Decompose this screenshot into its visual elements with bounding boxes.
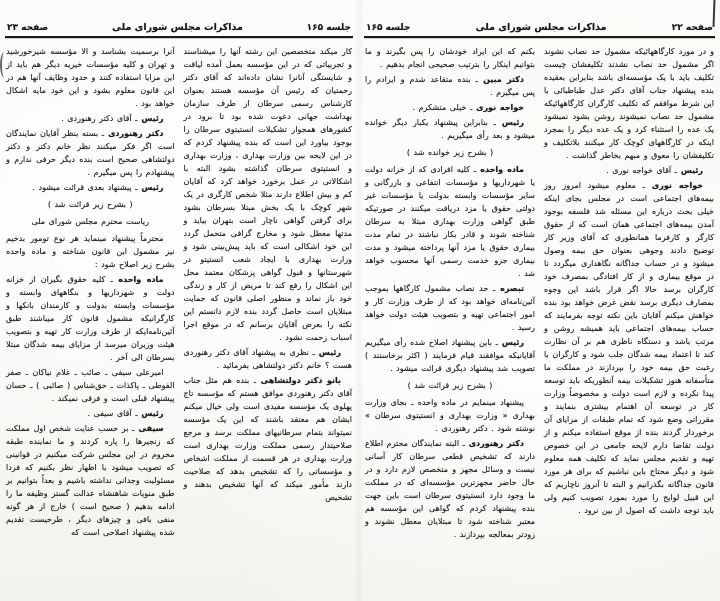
page-number: صفحه ۲۲ xyxy=(671,23,713,33)
speaker-paragraph: دکتر رهنوردی ـ البته نمایندگان محترم اطلاع دارند که تشخیص قطعی سرطان کار آسانی نیست و وسائل مجهز و متخصص لازم دارد و در حال حاضر مجهزترین مؤسسه‌ای که در مملکت ما وجود دارد انستیتوی سرطان است باین جهت بنده پیشنهاد کردم که گواهی این مؤسسه هم معتبر شناخته شود تا مبتلایان معطل نشوند و زودتر بمعالجه بپردازند . xyxy=(365,439,535,539)
speaker-paragraph: خواجه نوری ـ خیلی متشکرم . xyxy=(412,103,524,112)
text-column xyxy=(184,45,353,585)
stage-direction: ( بشرح زیر قرائت شد ) xyxy=(47,200,133,209)
paragraph: محترماً پیشنهاد مینماید هر نوع تومور بدخیم نیز مشمول این قانون شناخته و ماده واحده بشرح زیر اصلاح شود : xyxy=(6,234,175,269)
speaker-paragraph: دکتر رهنوردی ـ بسته بنظر آقایان نمایندگان است اگر فکر میکنند نظر خانم دکتر و دکتر دولتشاهی صحیح است بنده دیگر حرفی ندارم و پیشنهادم را پس میگیرم . xyxy=(6,129,175,177)
header-rule xyxy=(364,36,715,38)
speaker-name: خواجه نوری xyxy=(644,181,703,190)
speaker-paragraph: رئیس ـ آقای دکتر رهنوردی . xyxy=(61,114,164,123)
text-column xyxy=(6,45,175,585)
page-number: صفحه ۲۳ xyxy=(7,23,49,33)
speaker-paragraph: دکتر مبین ـ بنده متقاعد شدم و ایرادم را پس میگیرم . xyxy=(365,75,535,97)
speaker-name: بانو دکتر دولتشاهی xyxy=(256,376,341,385)
speaker-paragraph: رئیس ـ بنابراین پیشنهاد یکبار دیگر خوانده میشود و بعد رأی میگیریم . xyxy=(365,118,535,140)
page-header-title: مذاکرات مجلس شورای ملی xyxy=(475,22,607,33)
text-columns xyxy=(363,45,716,585)
page-header xyxy=(363,22,716,36)
speaker-name: رئیس xyxy=(495,118,524,127)
speaker-paragraph: ماده واحده ـ کلیه افرادی که از خزانه دولت یا شهرداریها و مؤسسات انتفاعی و بازرگانی و سایر مؤسسات وابسته بدولت یا مؤسسات غیر دولتی حقوق یا مزد دریافت میکنند در صورتیکه طبق گواهی وزارت بهداری مبتلا به سرطان شناخته شوند و قادر بکار نباشند در تمام مدت بیماری حقوق یا مزد آنها پرداخته میشود و مدت بیماری جزو خدمت رسمی آنها محسوب خواهد شد . xyxy=(365,165,535,278)
speaker-name: دکتر رهنوردی xyxy=(104,129,164,138)
speaker-name: سیفی xyxy=(134,424,164,433)
speaker-paragraph: ماده واحده ـ کلیه حقوق بگیران از خزانه دولت و شهرداریها و بنگاههای وابسته و مؤسسات وابسته بدولت و کارمندان بانکها و کارگرانیکه مشمول قانون کار میباشند طبق آئین‌نامه‌ایکه از طرف وزارت کار تهیه و بتصویب هیئت وزیران میرسد از مزایای بیمه شدگان مبتلا بسرطان الی آخر . xyxy=(6,275,175,362)
speaker-name: رئیس xyxy=(497,338,525,347)
speaker-paragraph: رئیس ـ آقای سیفی . xyxy=(87,409,164,418)
page-right xyxy=(363,22,716,596)
speaker-name: رئیس xyxy=(137,409,164,418)
speaker-paragraph: رئیس ـ پیشنهاد بعدی قرائت میشود . xyxy=(32,183,164,192)
stage-direction: ( بشرح زیر خوانده شد ) xyxy=(406,148,494,157)
stage-direction: ( بشرح زیر قرائت شد ) xyxy=(407,381,493,390)
header-rule xyxy=(5,36,353,38)
speaker-name: رئیس xyxy=(137,114,164,123)
speaker-paragraph: سیفی ـ بر حسب عنایت شخص اول مملکت که زنجیرها را پاره کردند و ما نماینده طبقه محروم در این مجلس شرکت میکنیم در قوانینی که تصویب میشود با اظهار نظر بکنیم که فردا مسئولیت وجدانی نداشته باشیم و بعداً بتوانیم بر طبق منویات شاهنشاه عدالت گستر وظیفه ما را ادامه بدهیم ( صحیح است ) خارج از هر گونه منفی بافی و چیزهای دیگر ، طرحیست تقدیم شده پیشنهاد اصلاحی است که xyxy=(6,424,175,537)
text-columns xyxy=(4,45,354,585)
speaker-paragraph: رئیس ـ باین پیشنهاد اصلاح شده رأی میگیریم آقایانیکه موافقند قیام فرمایند ( اکثر برخاستند ) تصویب شد پیشنهاد دیگری قرائت میشود . xyxy=(365,338,535,373)
speaker-name: رئیس xyxy=(137,183,164,192)
paragraph: آنرا برسمیت بشناسد و الا مؤسسه شیرخورشید و تهران و کلیه مؤسسات خیریه دیگر هم باید از این مزایا استفاده کنند و حدود وظایف آنها هم در این قانون معلوم بشود و این خود مایه اشکال خواهد بود . xyxy=(6,47,175,108)
speaker-name: خواجه نوری xyxy=(472,103,524,112)
speaker-paragraph: رئیس ـ آقای خواجه نوری . xyxy=(606,166,703,175)
paragraph: و در مورد کارگاههائیکه مشمول حد نصاب نشوند اگر مشمول حد نصاب نشدند تکلیفشان چیست تکلیف باید با یک مؤسسه‌ای باشد بنابراین بعقیده بنده پیشنهاد جناب آقای دکتر عدل طباطبائی با این شرط موافقم که تکلیف کارگران کارگاههائیکه مشمول حد نصاب نمیشوند روشن بشود نمیشود یک عده را استثناء کرد و یک عده دیگر را بمجرد اینکه در کارگاههای کوچک کار میکنند بلاتکلیف و تکلیفشان را معوق و مبهم بخاطر گذاشت . xyxy=(544,47,714,160)
stage-direction: ریاست محترم مجلس شورای ملی xyxy=(31,217,150,226)
session-number: جلسه ۱۶۵ xyxy=(366,23,411,33)
text-column xyxy=(544,45,714,585)
session-number: جلسه ۱۶۵ xyxy=(306,23,351,33)
speaker-paragraph: خواجه نوری ـ معلوم میشود امروز روز بیمه‌های اجتماعی است در مجلس بجای اینکه خیلی بحث درباره این مسئله شد فلسفه بوجود آمدن بیمه‌های اجتماعی همان است که از حقوق کارگر و کارفرما همانطوری که آقای وزیر کار توضیح دادند وجوهی بعنوان حق بیمه وصول میشود و در حساب جداگانه نگاهداری میگردد تا در موقع بیماری و از کار افتادگی بمصرف خود کارگران برسد حالا اگر قرار باشد این وجوه بمصارف دیگری برسد نقض غرض خواهد بود بنده خواهش میکنم آقایان باین نکته توجه بفرمایند که حساب بیمه‌های اجتماعی باید همیشه روشن و مرتب باشد و دستگاه ناظری هم بر آن نظارت کند تا اعتماد بیمه شدگان جلب شود و کارگران با رغبت حق بیمه خود را بپردازند در مملکت ما متأسفانه هنوز تشکیلات بیمه آنطوریکه باید توسعه پیدا نکرده و لازم است دولت و مخصوصاً وزارت کار در توسعه آن اهتمام بیشتری بنمایند و مقرراتی وضع شود که تمام طبقات از مزایای آن برخوردار گردند بنده از موقع استفاده میکنم و از دولت تقاضا دارم لایحه جامعی در این خصوص تهیه و تقدیم مجلس نماید که تکلیف همه معلوم شود و دیگر محتاج باین نباشیم که برای هر مورد قانون جداگانه بگذرانیم و البته تا آنروز ناچاریم که این قبیل لوایح را مورد بمورد تصویب کنیم ولی باید توجه داشت که اصول از بین نرود . xyxy=(544,181,714,515)
speaker-paragraph: رئیس ـ نظری به پیشنهاد آقای دکتر رهنوردی هست ؟ خانم دکتر دولتشاهی بفرمائید . xyxy=(183,348,352,370)
speaker-name: دکتر رهنوردی xyxy=(464,439,524,448)
paragraph: بکنم که این ایراد خودشان را پس بگیرند و ما بتوانیم اینکار را بترتیب صحیحی انجام بدهیم . xyxy=(365,47,535,69)
speaker-paragraph: تبصره ـ حد نصاب مشمول کارگاهها بموجب آئین‌نامه‌ای خواهد بود که از طرف وزارت کار و امور اجتماعی تهیه و بتصویب هیئت دولت خواهد رسید . xyxy=(365,284,535,332)
speaker-name: ماده واحده xyxy=(112,275,164,284)
page-header-title: مذاکرات مجلس شورای ملی xyxy=(111,22,243,33)
speaker-name: رئیس xyxy=(677,166,703,175)
speaker-name: ماده واحده xyxy=(476,165,524,174)
page-left xyxy=(4,22,354,596)
speaker-name: تبصره xyxy=(495,284,525,293)
paragraph: پیشنهاد مینمایم در ماده واحده ـ بجای وزارت بهداری « وزارت بهداری و انستیتوی سرطان » نوشته شود . دکتر رهنوردی . xyxy=(365,398,535,433)
text-column xyxy=(365,45,535,585)
page-header xyxy=(4,22,354,36)
speaker-paragraph: بانو دکتر دولتشاهی ـ بنده هم مثل جناب آقای دکتر رهنوردی موافق هستم که مؤسسه تاج پهلوی یک مؤسسه مفیدی است ولی خیال میکنم ایشان هم معتقد باشند که این یک مؤسسه نمیتواند بتمام سرطانیهای مملکت برسد و مرجع صلاحیتدار رسمی مملکت وزارت بهداری است وزارت بهداری در هر قسمت از مملکت اشخاص و مؤسساتی را که تشخیص بدهد که صلاحیت دارند مأمور میکند که آنها تشخیص بدهند و تشخیص xyxy=(183,376,352,502)
speaker-name: دکتر مبین xyxy=(477,75,524,84)
paragraph: امیرعلی سیفی ـ صائب ـ غلام نیاکان ـ صفر الفوطی ـ پاکذات ـ حق‌شناس ( صائبی ) ـ حسان پیشنهاد قبلی است و فرقی نمیکند . xyxy=(6,368,175,403)
speaker-name: رئیس xyxy=(314,348,341,357)
paragraph: کار میکند متخصصین این رشته آنها را میشناسند و تجربیاتی که در این مؤسسه بعمل آمده لیاقت و شایستگی آنانرا نشان داده‌اند که آقای دکتر رحمتیان که رئیس آن مؤسسه هستند بعنوان کارشناس رسمی سرطان از طرف سازمان بهداشت جهانی دعوت شده بود تا برود در کشورهای همجوار تشکیلات انستیتوی سرطان را بوجود بیاورد این است که بنده پیشنهاد کردم که در این لایحه بین وزارت بهداری ، وزارت بهداری و انستیتوی سرطان گذاشته بشود البته با اشکالاتی در عمل برخورد خواهد کرد که آقایان کم و بیش اطلاع دارند مثلا شخص کارگری در یک شهر کوچک با یک بخش مبتلا بسرطان بشود برای گرفتن گواهی ناچار است بتهران بیاید و مدتها معطل شود و مخارج گزافی متحمل گردد این خود اشکالی است که باید پیش‌بینی شود و وزارت بهداری با ایجاد شعب انستیتو در شهرستانها و قبول گواهی پزشکان معتمد محل این اشکال را رفع کند تا مریض از کار و زندگی خود باز نماند و منظور اصلی قانون که حمایت مبتلایان است حاصل گردد بنده لازم دانستم این نکته را بعرض آقایان برسانم که در موقع اجرا اسباب زحمت نشود . xyxy=(183,47,352,342)
